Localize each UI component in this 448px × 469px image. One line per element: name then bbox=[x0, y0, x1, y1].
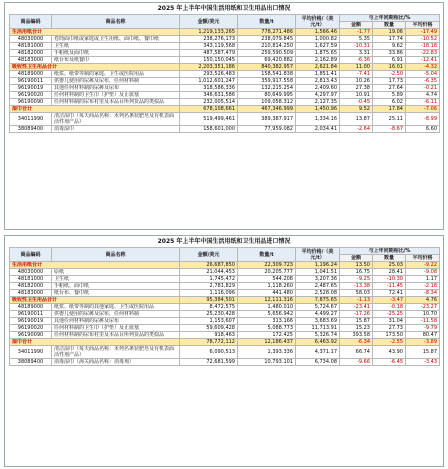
row-amount: 238,276,173 bbox=[180, 36, 238, 43]
export-header-price: 平均价格/（美元/t） bbox=[296, 15, 340, 29]
import-table-row bbox=[10, 283, 440, 290]
row-price: 1,000.82 bbox=[296, 36, 340, 43]
row-amount: 158,601,000 bbox=[180, 126, 238, 133]
row-yoy-price: -11.58 bbox=[406, 318, 440, 325]
row-price: 5,724.67 bbox=[296, 304, 340, 311]
row-code: 48189000 bbox=[10, 71, 52, 78]
row-yoy-qty: 17.74 bbox=[373, 36, 406, 43]
row-yoy-price: -6.11 bbox=[406, 99, 440, 106]
row-yoy-qty: 17.73 bbox=[373, 78, 406, 85]
import-header-yoy: 与上年同期相比/% bbox=[340, 248, 440, 255]
row-category-label: 生活用纸合计 bbox=[10, 29, 180, 36]
row-qty: 109,058.312 bbox=[238, 99, 296, 106]
row-qty: 10,793.101 bbox=[238, 359, 296, 366]
export-table-row bbox=[10, 92, 440, 99]
row-yoy-amount: 58.03 bbox=[340, 290, 373, 297]
export-header-code: 商品编码 bbox=[10, 15, 52, 29]
export-header-qty: 数量/t bbox=[238, 15, 296, 29]
import-table-row bbox=[10, 269, 440, 276]
import-header-yoy-amount: 金额 bbox=[340, 255, 373, 262]
row-yoy-amount: -2.64 bbox=[340, 126, 373, 133]
row-qty: 210,814.250 bbox=[238, 43, 296, 50]
row-code: 48030000 bbox=[10, 36, 52, 43]
import-header-yoy-price: 平均价格 bbox=[406, 255, 440, 262]
row-qty: 441.480 bbox=[238, 290, 296, 297]
row-yoy-price: -12.41 bbox=[406, 57, 440, 64]
row-name: 纸浆、纸带等制的家庭、卫生或医院用品 bbox=[52, 71, 180, 78]
row-amount: 78,772,112 bbox=[180, 339, 238, 346]
row-code: 48189000 bbox=[10, 304, 52, 311]
row-qty: 259,590.509 bbox=[238, 50, 296, 57]
export-header-name: 商品名称 bbox=[52, 15, 180, 29]
export-table-row bbox=[10, 71, 440, 78]
row-code: 48183000 bbox=[10, 57, 52, 64]
export-table-panel bbox=[4, 2, 444, 230]
row-code: 34011990 bbox=[10, 346, 52, 359]
row-price: 11,713.91 bbox=[296, 325, 340, 332]
row-amount: 2,781,829 bbox=[180, 283, 238, 290]
row-yoy-price: -18.18 bbox=[406, 43, 440, 50]
row-price: 4,499.27 bbox=[296, 311, 340, 318]
row-code: 48181000 bbox=[10, 276, 52, 283]
export-table-row bbox=[10, 50, 440, 57]
row-name: 消毒湿巾（海关商品名称：消毒剂） bbox=[52, 359, 180, 366]
row-price: 1,334.16 bbox=[296, 113, 340, 126]
row-yoy-qty: 17.84 bbox=[373, 106, 406, 113]
row-amount: 26,687,850 bbox=[180, 262, 238, 269]
import-header-price: 平均价格/（美元/t） bbox=[296, 248, 340, 262]
row-qty: 69,420.882 bbox=[238, 57, 296, 64]
row-code: 96190019 bbox=[10, 85, 52, 92]
row-yoy-price: -4.32 bbox=[406, 64, 440, 71]
row-code: 48183000 bbox=[10, 290, 52, 297]
row-amount: 59,609,428 bbox=[180, 325, 238, 332]
row-yoy-amount: 3.31 bbox=[340, 50, 373, 57]
row-category-label: 吸收性卫生用品合计 bbox=[10, 297, 180, 304]
row-yoy-price: -10.52 bbox=[406, 36, 440, 43]
row-amount: 343,119,568 bbox=[180, 43, 238, 50]
row-price: 7,875.65 bbox=[296, 297, 340, 304]
row-price: 6,734.08 bbox=[296, 359, 340, 366]
row-code: 96190090 bbox=[10, 332, 52, 339]
row-yoy-qty: 27.64 bbox=[373, 85, 406, 92]
row-category-label: 湿巾合计 bbox=[10, 106, 180, 113]
row-yoy-qty: -6.45 bbox=[373, 359, 406, 366]
row-name: 手帕纸、面巾纸 bbox=[52, 283, 180, 290]
row-qty: 20,205.777 bbox=[238, 269, 296, 276]
row-yoy-price: 6.60 bbox=[406, 126, 440, 133]
row-yoy-amount: 27.38 bbox=[340, 85, 373, 92]
row-name: 供婴儿使用的尿裤及尿布，任何材料制 bbox=[52, 78, 180, 85]
row-category-label: 湿巾合计 bbox=[10, 339, 180, 346]
row-yoy-qty: 16.01 bbox=[373, 64, 406, 71]
import-table bbox=[9, 247, 440, 366]
row-yoy-price: -7.06 bbox=[406, 106, 440, 113]
export-table-row bbox=[10, 57, 440, 64]
row-yoy-amount: 16.75 bbox=[340, 269, 373, 276]
row-yoy-price: 1.17 bbox=[406, 276, 440, 283]
row-name: 纸浆、纸带等制的其他家庭、卫生或医院用品 bbox=[52, 304, 180, 311]
import-header-code: 商品编码 bbox=[10, 248, 52, 262]
row-amount: 918,463 bbox=[180, 332, 238, 339]
row-price: 1,450.96 bbox=[296, 106, 340, 113]
row-name: 清洁湿巾（每天商品名称：未列名条状肥皂及有机表面活性剂产品） bbox=[52, 346, 180, 359]
row-amount: 487,587,479 bbox=[180, 50, 238, 57]
row-code: 48182000 bbox=[10, 283, 52, 290]
export-table-row bbox=[10, 85, 440, 92]
row-code: 38089400 bbox=[10, 359, 52, 366]
row-yoy-amount: -6.34 bbox=[340, 339, 373, 346]
row-yoy-price: -17.49 bbox=[406, 29, 440, 36]
row-amount: 1,116,096 bbox=[180, 290, 238, 297]
row-yoy-qty: 6.02 bbox=[373, 99, 406, 106]
row-code: 96190011 bbox=[10, 78, 52, 85]
row-qty: 238,079.845 bbox=[238, 36, 296, 43]
row-yoy-price: -2.18 bbox=[406, 283, 440, 290]
row-price: 1,851.41 bbox=[296, 71, 340, 78]
row-yoy-amount: -6.36 bbox=[340, 57, 373, 64]
import-header-row bbox=[10, 248, 440, 255]
import-header-amount: 金额/美元 bbox=[180, 248, 238, 262]
row-price: 2,409.60 bbox=[296, 85, 340, 92]
row-price: 4,297.97 bbox=[296, 92, 340, 99]
row-price: 3,683.69 bbox=[296, 318, 340, 325]
row-qty: 1,480.010 bbox=[238, 304, 296, 311]
row-qty: 12,186.437 bbox=[238, 339, 296, 346]
row-yoy-amount: 15.23 bbox=[340, 325, 373, 332]
row-yoy-amount: -9.25 bbox=[340, 276, 373, 283]
row-qty: 1,118.260 bbox=[238, 283, 296, 290]
row-price: 2,034.41 bbox=[296, 126, 340, 133]
row-name: 任何材料制的卫生巾（护垫）及止血塞 bbox=[52, 325, 180, 332]
row-yoy-amount: -1.13 bbox=[340, 297, 373, 304]
row-code: 96190090 bbox=[10, 99, 52, 106]
export-header-yoy: 与上年同期相比/% bbox=[340, 15, 440, 22]
row-price: 2,127.35 bbox=[296, 99, 340, 106]
row-yoy-qty: 72.41 bbox=[373, 290, 406, 297]
row-price: 1,875.65 bbox=[296, 50, 340, 57]
row-yoy-qty: -25.25 bbox=[373, 311, 406, 318]
row-amount: 21,044,453 bbox=[180, 269, 238, 276]
row-yoy-amount: 393.58 bbox=[340, 332, 373, 339]
row-amount: 25,230,428 bbox=[180, 311, 238, 318]
export-table-row bbox=[10, 113, 440, 126]
row-name: 纸台布及纸餐巾 bbox=[52, 57, 180, 64]
row-name: 手帕纸及面巾纸 bbox=[52, 50, 180, 57]
row-price: 2,528.08 bbox=[296, 290, 340, 297]
import-table-row bbox=[10, 332, 440, 339]
row-price: 1,566.46 bbox=[296, 29, 340, 36]
row-yoy-qty: -10.30 bbox=[373, 276, 406, 283]
row-yoy-qty: 5.89 bbox=[373, 92, 406, 99]
row-amount: 346,631,586 bbox=[180, 92, 238, 99]
row-amount: 1,745,472 bbox=[180, 276, 238, 283]
row-yoy-qty: -3.47 bbox=[373, 297, 406, 304]
row-yoy-amount: 5.35 bbox=[340, 36, 373, 43]
row-amount: 6,090,513 bbox=[180, 346, 238, 359]
export-table-title: 2025 年上半年中国生活用纸和卫生用品出口情况 bbox=[157, 5, 291, 12]
row-qty: 1,393.336 bbox=[238, 346, 296, 359]
row-yoy-qty: 6.91 bbox=[373, 57, 406, 64]
row-amount: 678,108,661 bbox=[180, 106, 238, 113]
row-name: 清洁湿巾（每天商品名称：未列名条状肥皂及有机表面活性剂产品） bbox=[52, 113, 180, 126]
row-amount: 1,012,601,247 bbox=[180, 78, 238, 85]
row-qty: 77,959.082 bbox=[238, 126, 296, 133]
row-yoy-price: -3.43 bbox=[406, 359, 440, 366]
row-yoy-amount: -1.77 bbox=[340, 29, 373, 36]
export-header-amount: 金额/美元 bbox=[180, 15, 238, 29]
row-price: 2,813.43 bbox=[296, 78, 340, 85]
row-qty: 544.208 bbox=[238, 276, 296, 283]
row-yoy-price: -0.21 bbox=[406, 85, 440, 92]
row-yoy-qty: 27.73 bbox=[373, 325, 406, 332]
row-price: 6,463.92 bbox=[296, 339, 340, 346]
row-name: 卫生纸 bbox=[52, 43, 180, 50]
row-yoy-qty: 25.03 bbox=[373, 262, 406, 269]
row-yoy-amount: 66.74 bbox=[340, 346, 373, 359]
row-price: 2,621.84 bbox=[296, 64, 340, 71]
row-yoy-amount: -13.38 bbox=[340, 283, 373, 290]
row-amount: 232,005,514 bbox=[180, 99, 238, 106]
row-yoy-price: -23.27 bbox=[406, 304, 440, 311]
row-qty: 467,346.999 bbox=[238, 106, 296, 113]
row-amount: 519,499,461 bbox=[180, 113, 238, 126]
row-yoy-qty: -11.45 bbox=[373, 283, 406, 290]
row-category-label: 生活用纸合计 bbox=[10, 262, 180, 269]
row-yoy-amount: 15.87 bbox=[340, 318, 373, 325]
row-yoy-price: 80.47 bbox=[406, 332, 440, 339]
row-yoy-qty: 31.04 bbox=[373, 318, 406, 325]
row-yoy-price: -6.35 bbox=[406, 78, 440, 85]
export-header-row bbox=[10, 15, 440, 22]
row-price: 1,196.24 bbox=[296, 262, 340, 269]
export-table-row bbox=[10, 64, 440, 71]
export-header-yoy-qty: 数量 bbox=[373, 22, 406, 29]
row-name: 卫生纸 bbox=[52, 276, 180, 283]
row-amount: 318,586,336 bbox=[180, 85, 238, 92]
row-yoy-amount: -7.41 bbox=[340, 71, 373, 78]
import-table-row bbox=[10, 359, 440, 366]
row-yoy-price: 10.70 bbox=[406, 311, 440, 318]
row-amount: 1,219,133,265 bbox=[180, 29, 238, 36]
import-table-panel bbox=[4, 235, 444, 467]
export-header-yoy-price: 平均价格 bbox=[406, 22, 440, 29]
row-code: 34011990 bbox=[10, 113, 52, 126]
export-table-row bbox=[10, 78, 440, 85]
row-amount: 72,681,599 bbox=[180, 359, 238, 366]
row-price: 2,162.89 bbox=[296, 57, 340, 64]
row-price: 2,487.65 bbox=[296, 283, 340, 290]
row-name: 任何材料制的尿布衬里及本品目所列货品的类似品 bbox=[52, 99, 180, 106]
export-table-row bbox=[10, 126, 440, 133]
export-table-row bbox=[10, 43, 440, 50]
row-name: 任何材料制的尿布衬里及本品目所列货品的类似品 bbox=[52, 332, 180, 339]
row-code: 48030000 bbox=[10, 269, 52, 276]
row-code: 48181000 bbox=[10, 43, 52, 50]
row-qty: 132,215.254 bbox=[238, 85, 296, 92]
import-table-row bbox=[10, 262, 440, 269]
row-amount: 95,384,501 bbox=[180, 297, 238, 304]
row-category-label: 吸收性卫生用品合计 bbox=[10, 64, 180, 71]
row-name: 任何材料制的卫生巾（护垫）及止血塞 bbox=[52, 92, 180, 99]
row-yoy-amount: 10.91 bbox=[340, 92, 373, 99]
export-table bbox=[9, 14, 440, 133]
row-qty: 172.425 bbox=[238, 332, 296, 339]
row-yoy-qty: 19.06 bbox=[373, 29, 406, 36]
row-yoy-price: 15.87 bbox=[406, 346, 440, 359]
row-amount: 293,526,483 bbox=[180, 71, 238, 78]
import-table-row bbox=[10, 339, 440, 346]
row-amount: 8,472,575 bbox=[180, 304, 238, 311]
row-name: 卷筒面巾纸或家庭或卫生用纸、面巾纸、餐巾纸 bbox=[52, 36, 180, 43]
row-yoy-qty: 25.11 bbox=[373, 113, 406, 126]
row-yoy-qty: -0.18 bbox=[373, 304, 406, 311]
row-amount: 150,150,045 bbox=[180, 57, 238, 64]
row-yoy-amount: -9.66 bbox=[340, 359, 373, 366]
row-qty: 12,111.316 bbox=[238, 297, 296, 304]
row-yoy-qty: -8.67 bbox=[373, 126, 406, 133]
row-yoy-qty: -2.55 bbox=[373, 339, 406, 346]
import-table-title: 2025 年上半年中国生活用纸和卫生用品进口情况 bbox=[157, 238, 291, 245]
import-header-qty: 数量/t bbox=[238, 248, 296, 262]
row-name: 其他任何材料制的尿裤及尿布 bbox=[52, 85, 180, 92]
row-yoy-qty: 9.62 bbox=[373, 43, 406, 50]
row-qty: 22,309.723 bbox=[238, 262, 296, 269]
import-header-yoy-qty: 数量 bbox=[373, 255, 406, 262]
row-yoy-qty: 33.86 bbox=[373, 50, 406, 57]
row-qty: 5,088.773 bbox=[238, 325, 296, 332]
row-yoy-price: 4.74 bbox=[406, 92, 440, 99]
row-name: 纸台布、餐巾纸 bbox=[52, 290, 180, 297]
row-code: 96190020 bbox=[10, 325, 52, 332]
row-qty: 80,649.995 bbox=[238, 92, 296, 99]
row-qty: 5,656.942 bbox=[238, 311, 296, 318]
export-table-row bbox=[10, 99, 440, 106]
row-yoy-amount: -17.26 bbox=[340, 311, 373, 318]
row-name: 消毒湿巾 bbox=[52, 126, 180, 133]
row-yoy-qty: 173.50 bbox=[373, 332, 406, 339]
row-name: 供婴儿使用的尿裤及尿布，任何材料制 bbox=[52, 311, 180, 318]
row-yoy-amount: 10.26 bbox=[340, 78, 373, 85]
row-qty: 313.166 bbox=[238, 318, 296, 325]
row-yoy-price: -5.04 bbox=[406, 71, 440, 78]
row-yoy-price: -8.34 bbox=[406, 290, 440, 297]
export-header-yoy-amount: 金额 bbox=[340, 22, 373, 29]
row-yoy-price: 4.76 bbox=[406, 297, 440, 304]
row-yoy-amount: 13.87 bbox=[340, 113, 373, 126]
row-price: 4,371.17 bbox=[296, 346, 340, 359]
row-code: 96190011 bbox=[10, 311, 52, 318]
row-yoy-price: -3.89 bbox=[406, 339, 440, 346]
row-yoy-qty: 28.41 bbox=[373, 269, 406, 276]
row-code: 48182000 bbox=[10, 50, 52, 57]
row-code: 96190020 bbox=[10, 92, 52, 99]
row-qty: 359,917.558 bbox=[238, 78, 296, 85]
row-price: 1,627.59 bbox=[296, 43, 340, 50]
row-yoy-amount: 13.50 bbox=[340, 262, 373, 269]
row-yoy-qty: -2.50 bbox=[373, 71, 406, 78]
import-table-row bbox=[10, 276, 440, 283]
row-yoy-price: -9.79 bbox=[406, 325, 440, 332]
row-yoy-amount: -10.31 bbox=[340, 43, 373, 50]
row-qty: 158,541.838 bbox=[238, 71, 296, 78]
import-table-row bbox=[10, 325, 440, 332]
row-yoy-qty: 43.90 bbox=[373, 346, 406, 359]
row-yoy-amount: 11.00 bbox=[340, 64, 373, 71]
row-yoy-price: -9.22 bbox=[406, 262, 440, 269]
import-table-row bbox=[10, 304, 440, 311]
row-price: 3,207.36 bbox=[296, 276, 340, 283]
row-yoy-price: -8.99 bbox=[406, 113, 440, 126]
import-table-row bbox=[10, 346, 440, 359]
row-yoy-amount: -23.41 bbox=[340, 304, 373, 311]
import-table-row bbox=[10, 290, 440, 297]
row-price: 5,326.74 bbox=[296, 332, 340, 339]
import-table-row bbox=[10, 311, 440, 318]
row-yoy-price: -9.08 bbox=[406, 269, 440, 276]
row-amount: 1,153,607 bbox=[180, 318, 238, 325]
export-table-row bbox=[10, 29, 440, 36]
row-code: 38089400 bbox=[10, 126, 52, 133]
import-header-name: 商品名称 bbox=[52, 248, 180, 262]
export-table-row bbox=[10, 106, 440, 113]
row-qty: 778,271.486 bbox=[238, 29, 296, 36]
row-name: 原纸 bbox=[52, 269, 180, 276]
row-amount: 2,203,351,186 bbox=[180, 64, 238, 71]
row-qty: 389,387.917 bbox=[238, 113, 296, 126]
row-code: 96190019 bbox=[10, 318, 52, 325]
import-table-row bbox=[10, 297, 440, 304]
row-qty: 840,382.957 bbox=[238, 64, 296, 71]
row-yoy-amount: -0.45 bbox=[340, 99, 373, 106]
row-name: 其他任何材料制的尿裤及尿布 bbox=[52, 318, 180, 325]
import-table-row bbox=[10, 318, 440, 325]
row-price: 1,041.51 bbox=[296, 269, 340, 276]
row-yoy-price: -22.83 bbox=[406, 50, 440, 57]
export-table-row bbox=[10, 36, 440, 43]
row-yoy-amount: 9.52 bbox=[340, 106, 373, 113]
